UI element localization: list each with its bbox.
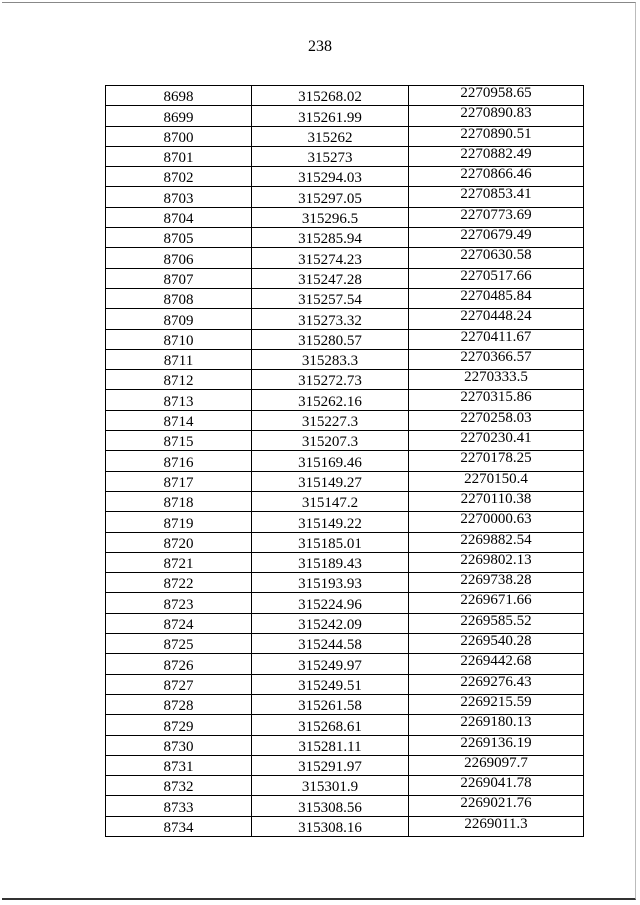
table-row	[106, 471, 584, 491]
point-number-cell: 8702	[106, 167, 252, 187]
y-coordinate-cell: 2270866.46	[409, 167, 584, 187]
point-number-cell: 8699	[106, 106, 252, 126]
x-coordinate-cell: 315189.43	[252, 552, 409, 572]
coordinates-table	[105, 85, 584, 837]
point-number-cell: 8734	[106, 816, 252, 836]
x-coordinate-cell: 315273.32	[252, 309, 409, 329]
point-number-cell: 8717	[106, 471, 252, 491]
x-coordinate-cell: 315249.97	[252, 654, 409, 674]
y-coordinate-cell: 2270890.83	[409, 106, 584, 126]
x-coordinate-cell: 315268.61	[252, 715, 409, 735]
y-coordinate-cell: 2269882.54	[409, 532, 584, 552]
point-number-cell: 8701	[106, 146, 252, 166]
point-number-cell: 8721	[106, 552, 252, 572]
x-coordinate-cell: 315283.3	[252, 349, 409, 369]
table-row	[106, 106, 584, 126]
coordinates-table-body	[106, 86, 584, 837]
y-coordinate-cell: 2270679.49	[409, 228, 584, 248]
y-coordinate-cell: 2270448.24	[409, 309, 584, 329]
table-row	[106, 491, 584, 511]
table-row	[106, 309, 584, 329]
table-row	[106, 126, 584, 146]
point-number-cell: 8706	[106, 248, 252, 268]
table-row	[106, 349, 584, 369]
table-row	[106, 532, 584, 552]
point-number-cell: 8733	[106, 796, 252, 816]
table-row	[106, 167, 584, 187]
point-number-cell: 8731	[106, 755, 252, 775]
x-coordinate-cell: 315247.28	[252, 268, 409, 288]
y-coordinate-cell: 2270958.65	[409, 86, 584, 106]
table-row	[106, 573, 584, 593]
point-number-cell: 8723	[106, 593, 252, 613]
table-row	[106, 694, 584, 714]
x-coordinate-cell: 315169.46	[252, 451, 409, 471]
y-coordinate-cell: 2269585.52	[409, 613, 584, 633]
x-coordinate-cell: 315268.02	[252, 86, 409, 106]
point-number-cell: 8716	[106, 451, 252, 471]
point-number-cell: 8714	[106, 410, 252, 430]
x-coordinate-cell: 315296.5	[252, 207, 409, 227]
point-number-cell: 8732	[106, 776, 252, 796]
point-number-cell: 8704	[106, 207, 252, 227]
x-coordinate-cell: 315185.01	[252, 532, 409, 552]
table-row	[106, 512, 584, 532]
table-row	[106, 735, 584, 755]
table-row	[106, 248, 584, 268]
point-number-cell: 8709	[106, 309, 252, 329]
x-coordinate-cell: 315273	[252, 146, 409, 166]
table-row	[106, 654, 584, 674]
point-number-cell: 8727	[106, 674, 252, 694]
x-coordinate-cell: 315291.97	[252, 755, 409, 775]
y-coordinate-cell: 2270853.41	[409, 187, 584, 207]
table-row	[106, 796, 584, 816]
point-number-cell: 8720	[106, 532, 252, 552]
table-row	[106, 187, 584, 207]
point-number-cell: 8729	[106, 715, 252, 735]
table-row	[106, 552, 584, 572]
x-coordinate-cell: 315262.16	[252, 390, 409, 410]
y-coordinate-cell: 2269136.19	[409, 735, 584, 755]
y-coordinate-cell: 2270630.58	[409, 248, 584, 268]
x-coordinate-cell: 315257.54	[252, 288, 409, 308]
point-number-cell: 8715	[106, 431, 252, 451]
point-number-cell: 8698	[106, 86, 252, 106]
table-row	[106, 593, 584, 613]
y-coordinate-cell: 2270882.49	[409, 146, 584, 166]
y-coordinate-cell: 2270411.67	[409, 329, 584, 349]
y-coordinate-cell: 2270517.66	[409, 268, 584, 288]
x-coordinate-cell: 315244.58	[252, 634, 409, 654]
x-coordinate-cell: 315285.94	[252, 228, 409, 248]
y-coordinate-cell: 2269671.66	[409, 593, 584, 613]
x-coordinate-cell: 315207.3	[252, 431, 409, 451]
x-coordinate-cell: 315294.03	[252, 167, 409, 187]
y-coordinate-cell: 2269215.59	[409, 694, 584, 714]
point-number-cell: 8712	[106, 370, 252, 390]
table-row	[106, 146, 584, 166]
point-number-cell: 8710	[106, 329, 252, 349]
x-coordinate-cell: 315242.09	[252, 613, 409, 633]
y-coordinate-cell: 2270366.57	[409, 349, 584, 369]
x-coordinate-cell: 315308.16	[252, 816, 409, 836]
table-row	[106, 207, 584, 227]
point-number-cell: 8713	[106, 390, 252, 410]
y-coordinate-cell: 2270315.86	[409, 390, 584, 410]
table-row	[106, 410, 584, 430]
table-row	[106, 451, 584, 471]
table-row	[106, 390, 584, 410]
table-row	[106, 228, 584, 248]
point-number-cell: 8705	[106, 228, 252, 248]
x-coordinate-cell: 315308.56	[252, 796, 409, 816]
y-coordinate-cell: 2270230.41	[409, 431, 584, 451]
point-number-cell: 8725	[106, 634, 252, 654]
x-coordinate-cell: 315149.22	[252, 512, 409, 532]
x-coordinate-cell: 315297.05	[252, 187, 409, 207]
point-number-cell: 8722	[106, 573, 252, 593]
x-coordinate-cell: 315147.2	[252, 491, 409, 511]
y-coordinate-cell: 2269097.7	[409, 755, 584, 775]
page-number: 238	[308, 38, 332, 55]
point-number-cell: 8730	[106, 735, 252, 755]
table-row	[106, 755, 584, 775]
point-number-cell: 8719	[106, 512, 252, 532]
x-coordinate-cell: 315281.11	[252, 735, 409, 755]
y-coordinate-cell: 2269738.28	[409, 573, 584, 593]
point-number-cell: 8700	[106, 126, 252, 146]
table-row	[106, 86, 584, 106]
y-coordinate-cell: 2269041.78	[409, 776, 584, 796]
table-row	[106, 268, 584, 288]
table-row	[106, 715, 584, 735]
x-coordinate-cell: 315193.93	[252, 573, 409, 593]
point-number-cell: 8703	[106, 187, 252, 207]
point-number-cell: 8708	[106, 288, 252, 308]
x-coordinate-cell: 315274.23	[252, 248, 409, 268]
x-coordinate-cell: 315280.57	[252, 329, 409, 349]
y-coordinate-cell: 2269011.3	[409, 816, 584, 836]
x-coordinate-cell: 315261.58	[252, 694, 409, 714]
point-number-cell: 8707	[106, 268, 252, 288]
y-coordinate-cell: 2269180.13	[409, 715, 584, 735]
y-coordinate-cell: 2269276.43	[409, 674, 584, 694]
point-number-cell: 8728	[106, 694, 252, 714]
y-coordinate-cell: 2270333.5	[409, 370, 584, 390]
point-number-cell: 8711	[106, 349, 252, 369]
y-coordinate-cell: 2270485.84	[409, 288, 584, 308]
y-coordinate-cell: 2270000.63	[409, 512, 584, 532]
x-coordinate-cell: 315272.73	[252, 370, 409, 390]
point-number-cell: 8726	[106, 654, 252, 674]
x-coordinate-cell: 315262	[252, 126, 409, 146]
x-coordinate-cell: 315227.3	[252, 410, 409, 430]
table-row	[106, 613, 584, 633]
x-coordinate-cell: 315224.96	[252, 593, 409, 613]
y-coordinate-cell: 2270110.38	[409, 491, 584, 511]
x-coordinate-cell: 315249.51	[252, 674, 409, 694]
y-coordinate-cell: 2270890.51	[409, 126, 584, 146]
y-coordinate-cell: 2269802.13	[409, 552, 584, 572]
x-coordinate-cell: 315261.99	[252, 106, 409, 126]
y-coordinate-cell: 2269021.76	[409, 796, 584, 816]
table-row	[106, 288, 584, 308]
y-coordinate-cell: 2270773.69	[409, 207, 584, 227]
y-coordinate-cell: 2269540.28	[409, 634, 584, 654]
x-coordinate-cell: 315301.9	[252, 776, 409, 796]
table-row	[106, 431, 584, 451]
point-number-cell: 8724	[106, 613, 252, 633]
point-number-cell: 8718	[106, 491, 252, 511]
table-row	[106, 816, 584, 836]
y-coordinate-cell: 2270178.25	[409, 451, 584, 471]
x-coordinate-cell: 315149.27	[252, 471, 409, 491]
y-coordinate-cell: 2270258.03	[409, 410, 584, 430]
table-row	[106, 370, 584, 390]
y-coordinate-cell: 2269442.68	[409, 654, 584, 674]
y-coordinate-cell: 2270150.4	[409, 471, 584, 491]
table-row	[106, 776, 584, 796]
table-row	[106, 329, 584, 349]
table-row	[106, 674, 584, 694]
table-row	[106, 634, 584, 654]
